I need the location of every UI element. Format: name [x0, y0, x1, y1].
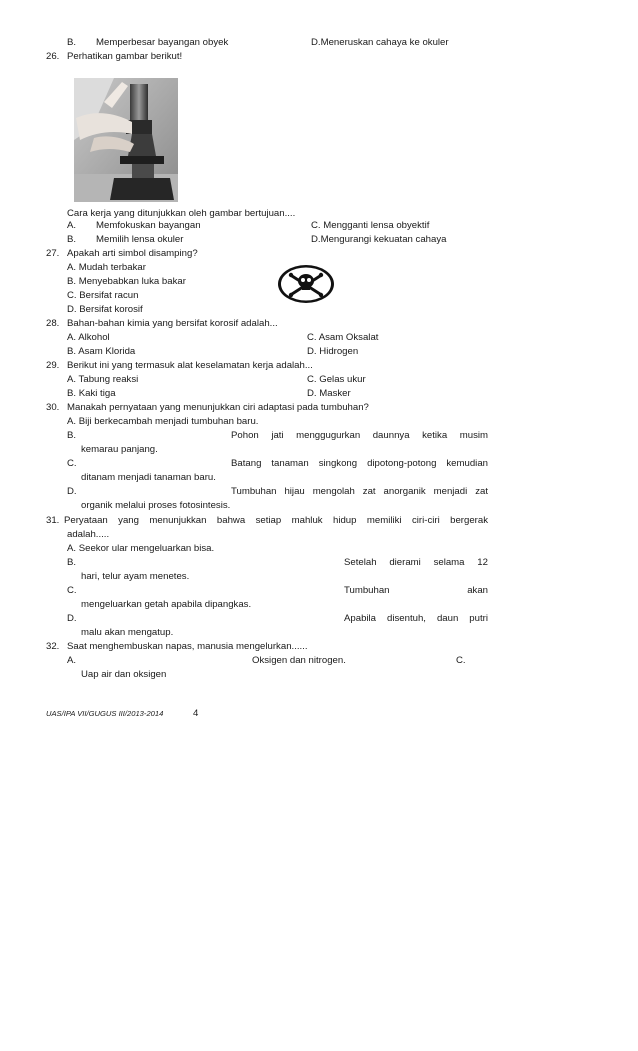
- q27-option-a: A. Mudah terbakar: [67, 262, 146, 273]
- q29-number: 29.: [46, 360, 60, 371]
- q31-option-d-word: putri: [469, 613, 488, 624]
- microscope-photo: [74, 78, 178, 202]
- q32-option-a-letter: A.: [67, 655, 77, 666]
- q26-option-b: Memilih lensa okuler: [96, 234, 184, 245]
- q27-option-d: D. Bersifat korosif: [67, 304, 143, 315]
- q31-option-c-line1: [344, 585, 488, 597]
- q29-option-d: D. Masker: [307, 388, 351, 399]
- q31-number: 31.: [46, 515, 60, 526]
- q30-option-b-line1: Pohon jati menggugurkan daunnya ketika musim: [231, 430, 488, 441]
- q31-option-c-letter: C.: [67, 585, 77, 596]
- q25-option-d: D.Meneruskan cahaya ke okuler: [311, 37, 449, 48]
- q27-question: Apakah arti simbol disamping?: [67, 248, 198, 259]
- q26-question: Cara kerja yang ditunjukkan oleh gambar bertujuan....: [67, 208, 296, 219]
- q30-option-b-letter: B.: [67, 430, 77, 441]
- q28-question: Bahan-bahan kimia yang bersifat korosif adalah...: [67, 318, 278, 329]
- footer-code: UAS/IPA VII/GUGUS III/2013-2014: [46, 709, 164, 718]
- skull-crossbones-toxic-icon: [277, 264, 335, 304]
- q29-question: Berikut ini yang termasuk alat keselamatan kerja adalah...: [67, 360, 313, 371]
- q31-option-b-letter: B.: [67, 557, 77, 568]
- q28-option-a: A. Alkohol: [67, 332, 110, 343]
- q30-option-c-letter: C.: [67, 458, 77, 469]
- q28-option-b: B. Asam Klorida: [67, 346, 136, 357]
- q26-option-d: D.Mengurangi kekuatan cahaya: [311, 234, 447, 245]
- q31-option-d-word: Apabila: [344, 613, 377, 624]
- q30-option-b-line2: kemarau panjang.: [81, 444, 158, 455]
- q27-number: 27.: [46, 248, 60, 259]
- q31-option-b-word: selama: [433, 557, 465, 568]
- page-number: 4: [193, 708, 199, 719]
- q31-option-d-word: daun: [436, 613, 459, 624]
- q26-option-a: Memfokuskan bayangan: [96, 220, 201, 231]
- q32-number: 32.: [46, 641, 60, 652]
- q26-prompt: Perhatikan gambar berikut!: [67, 51, 183, 62]
- q28-option-d: D. Hidrogen: [307, 346, 359, 357]
- q31-option-c-word: Tumbuhan: [344, 585, 390, 596]
- q32-option-c: Uap air dan oksigen: [81, 669, 167, 680]
- q32-option-a: Oksigen dan nitrogen.: [252, 655, 346, 666]
- q30-question: Manakah pernyataan yang menunjukkan ciri adaptasi pada tumbuhan?: [67, 402, 369, 413]
- q26-option-c: C. Mengganti lensa obyektif: [311, 220, 430, 231]
- q29-option-b: B. Kaki tiga: [67, 388, 116, 399]
- q31-option-d-line2: malu akan mengatup.: [81, 627, 174, 638]
- q31-option-b-line2: hari, telur ayam menetes.: [81, 571, 190, 582]
- q31-question-line2: adalah.....: [67, 529, 110, 540]
- q31-option-c-line2: mengeluarkan getah apabila dipangkas.: [81, 599, 252, 610]
- q31-option-d-line1: [344, 613, 488, 625]
- q30-option-c-line1: Batang tanaman singkong dipotong-potong kemudian: [231, 458, 488, 469]
- q32-question: Saat menghembuskan napas, manusia mengelurkan......: [67, 641, 308, 652]
- q31-option-a: A. Seekor ular mengeluarkan bisa.: [67, 543, 215, 554]
- q30-option-d-line1: Tumbuhan hijau mengolah zat anorganik menjadi zat: [231, 486, 488, 497]
- q27-option-c: C. Bersifat racun: [67, 290, 139, 301]
- q25-option-b: Memperbesar bayangan obyek: [96, 37, 229, 48]
- q25-option-b-letter: B.: [67, 37, 77, 48]
- q26-option-a-letter: A.: [67, 220, 77, 231]
- q28-number: 28.: [46, 318, 60, 329]
- q30-option-a: A. Biji berkecambah menjadi tumbuhan baru.: [67, 416, 259, 427]
- q32-option-c-letter: C.: [456, 655, 466, 666]
- q31-option-d-letter: D.: [67, 613, 77, 624]
- q29-option-c: C. Gelas ukur: [307, 374, 366, 385]
- q29-option-a: A. Tabung reaksi: [67, 374, 139, 385]
- q30-option-c-line2: ditanam menjadi tanaman baru.: [81, 472, 216, 483]
- q31-question-line1: Peryataan yang menunjukkan bahwa setiap mahluk hidup memiliki ciri-ciri bergerak: [64, 515, 488, 526]
- q30-option-d-letter: D.: [67, 486, 77, 497]
- q31-option-b-line1: [344, 557, 488, 569]
- q26-option-b-letter: B.: [67, 234, 77, 245]
- q27-option-b: B. Menyebabkan luka bakar: [67, 276, 186, 287]
- q30-number: 30.: [46, 402, 60, 413]
- q31-option-d-word: disentuh,: [387, 613, 426, 624]
- q31-option-c-word: akan: [467, 585, 488, 596]
- q28-option-c: C. Asam Oksalat: [307, 332, 379, 343]
- q31-option-b-word: 12: [477, 557, 488, 568]
- q31-option-b-word: Setelah: [344, 557, 377, 568]
- q31-option-b-word: dierami: [389, 557, 421, 568]
- q26-number: 26.: [46, 51, 60, 62]
- q30-option-d-line2: organik melalui proses fotosintesis.: [81, 500, 231, 511]
